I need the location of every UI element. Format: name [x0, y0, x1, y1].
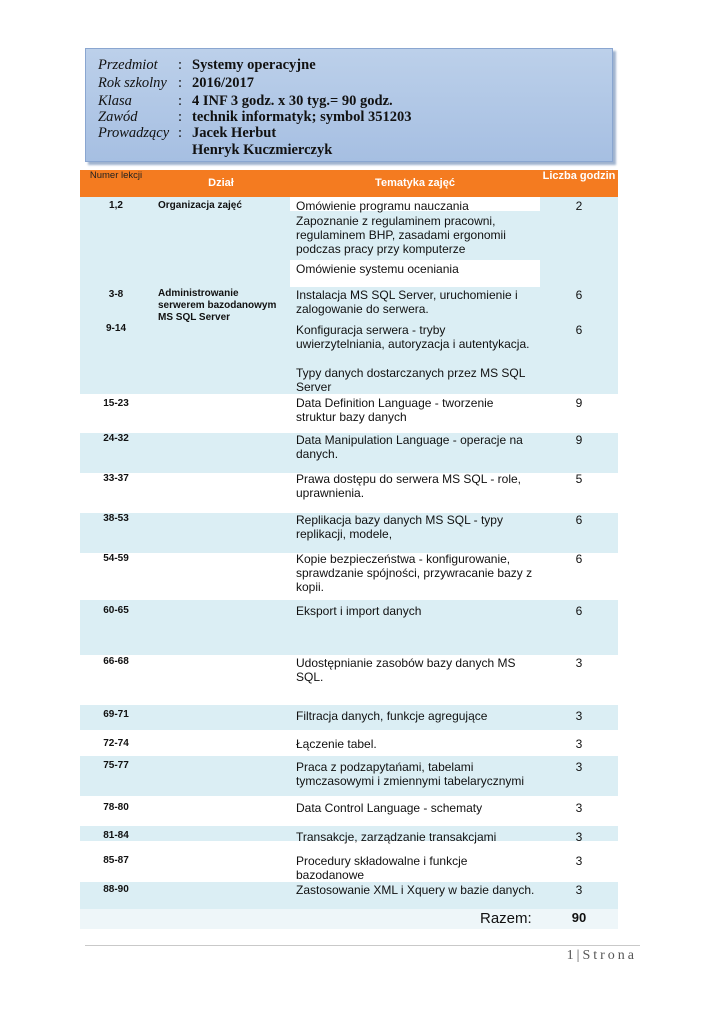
info-value: Systemy operacyjne	[192, 57, 316, 73]
topic: Kopie bezpieczeństwa - konfigurowanie, sprawdzanie spójności, przywracanie bazy z kopii.	[296, 552, 533, 594]
lesson-number: 38-53	[103, 513, 129, 524]
header-hours: Liczba godzin	[542, 170, 616, 182]
topic: Zapoznanie z regulaminem pracowni, regulaminem BHP, zasadami ergonomii podczas pracy przy komputerze	[296, 214, 506, 256]
hours: 9	[575, 396, 583, 410]
topic: Prawa dostępu do serwera MS SQL - role, uprawnienia.	[296, 472, 521, 500]
topic: Praca z podzapytańami, tabelami tymczasowymi i zmiennymi tabelarycznymi	[296, 760, 525, 788]
topic: Omówienie programu nauczania	[296, 199, 469, 213]
hours: 6	[575, 513, 583, 527]
info-value: technik informatyk; symbol 351203	[192, 109, 412, 125]
total-row	[80, 909, 618, 929]
info-row-teacher-2	[98, 141, 332, 159]
info-colon: :	[178, 93, 183, 109]
hours: 6	[575, 323, 583, 337]
topic: Konfiguracja serwera - tryby uwierzytelniania, autoryzacja i autentykacja.	[296, 323, 530, 351]
total-value: 90	[571, 910, 587, 925]
header-topics: Tematyka zajęć	[375, 177, 455, 189]
lesson-number: 69-71	[103, 709, 129, 720]
topic: Replikacja bazy danych MS SQL - typy replikacji, modele,	[296, 513, 503, 541]
info-key: Prowadzący	[98, 125, 170, 141]
info-colon: :	[178, 75, 183, 91]
course-info-box	[85, 48, 613, 162]
topic: Data Manipulation Language - operacje na danych.	[296, 433, 523, 461]
topic: Eksport i import danych	[296, 604, 422, 618]
topic: Filtracja danych, funkcje agregujące	[296, 709, 488, 723]
lesson-number: 85-87	[103, 855, 129, 866]
hours: 6	[575, 288, 583, 302]
total-label: Razem:	[480, 910, 532, 927]
topic: Procedury składowalne i funkcje bazodanowe	[296, 854, 468, 882]
lesson-number: 33-37	[103, 473, 129, 484]
hours: 3	[575, 883, 583, 897]
hours: 3	[575, 656, 583, 670]
info-value: Henryk Kuczmierczyk	[192, 142, 333, 158]
header-section: Dział	[208, 177, 234, 189]
lesson-number: 78-80	[103, 802, 129, 813]
hours: 3	[575, 760, 583, 774]
lesson-number: 60-65	[103, 605, 129, 616]
info-key: Zawód	[98, 109, 138, 125]
page-footer	[567, 948, 637, 964]
lesson-number: 24-32	[103, 433, 129, 444]
cell-white	[152, 600, 290, 900]
page-number: 1	[566, 948, 577, 963]
topic: Zastosowanie XML i Xquery w bazie danych.	[296, 883, 535, 897]
info-row-teacher	[98, 124, 276, 142]
lesson-number: 3-8	[108, 289, 124, 300]
lesson-number: 1,2	[109, 200, 123, 211]
info-value: Jacek Herbut	[192, 125, 277, 141]
hours: 3	[575, 801, 583, 815]
hours: 6	[575, 604, 583, 618]
topic: Transakcje, zarządzanie transakcjami	[296, 830, 497, 844]
section-name: Administrowanie serwerem bazodanowym MS SQL Server	[158, 288, 277, 323]
topic: Łączenie tabel.	[296, 737, 377, 751]
info-key: Przedmiot	[98, 57, 158, 73]
topic: Data Definition Language - tworzenie struktur bazy danych	[296, 396, 494, 424]
page-separator: |	[576, 948, 583, 963]
lesson-number: 66-68	[103, 656, 129, 667]
footer-divider	[85, 945, 640, 946]
info-key: Klasa	[98, 93, 132, 109]
info-value: 2016/2017	[192, 75, 255, 91]
hours: 3	[575, 830, 583, 844]
info-colon: :	[178, 125, 183, 141]
table-header	[80, 170, 618, 197]
topic: Instalacja MS SQL Server, uruchomienie i zalogowanie do serwera.	[296, 288, 518, 316]
lesson-number: 72-74	[103, 738, 129, 749]
lesson-number: 81-84	[103, 830, 129, 841]
lesson-number: 54-59	[103, 553, 129, 564]
topic: Udostępnianie zasobów bazy danych MS SQL.	[296, 656, 516, 684]
header-lesson-number: Numer lekcji	[89, 170, 143, 181]
hours: 6	[575, 552, 583, 566]
hours: 2	[575, 199, 583, 213]
hours: 3	[575, 854, 583, 868]
lesson-number: 15-23	[103, 398, 129, 409]
lesson-number: 75-77	[103, 760, 129, 771]
hours: 9	[575, 433, 583, 447]
hours: 3	[575, 709, 583, 723]
topic: Typy danych dostarczanych przez MS SQL Server	[296, 366, 525, 394]
hours: 5	[575, 472, 583, 486]
section-name: Organizacja zajęć	[158, 200, 242, 211]
lesson-number: 88-90	[103, 884, 129, 895]
lesson-number: 9-14	[105, 323, 126, 334]
info-row-year	[98, 74, 254, 92]
hours: 3	[575, 737, 583, 751]
topic: Omówienie systemu oceniania	[296, 262, 459, 276]
page-label: Strona	[582, 948, 637, 963]
info-value: 4 INF 3 godz. x 30 tyg.= 90 godz.	[192, 93, 393, 109]
info-colon: :	[178, 109, 183, 125]
info-key: Rok szkolny	[98, 75, 167, 91]
info-row-subject	[98, 56, 316, 74]
info-colon: :	[178, 57, 183, 73]
topic: Data Control Language - schematy	[296, 801, 483, 815]
